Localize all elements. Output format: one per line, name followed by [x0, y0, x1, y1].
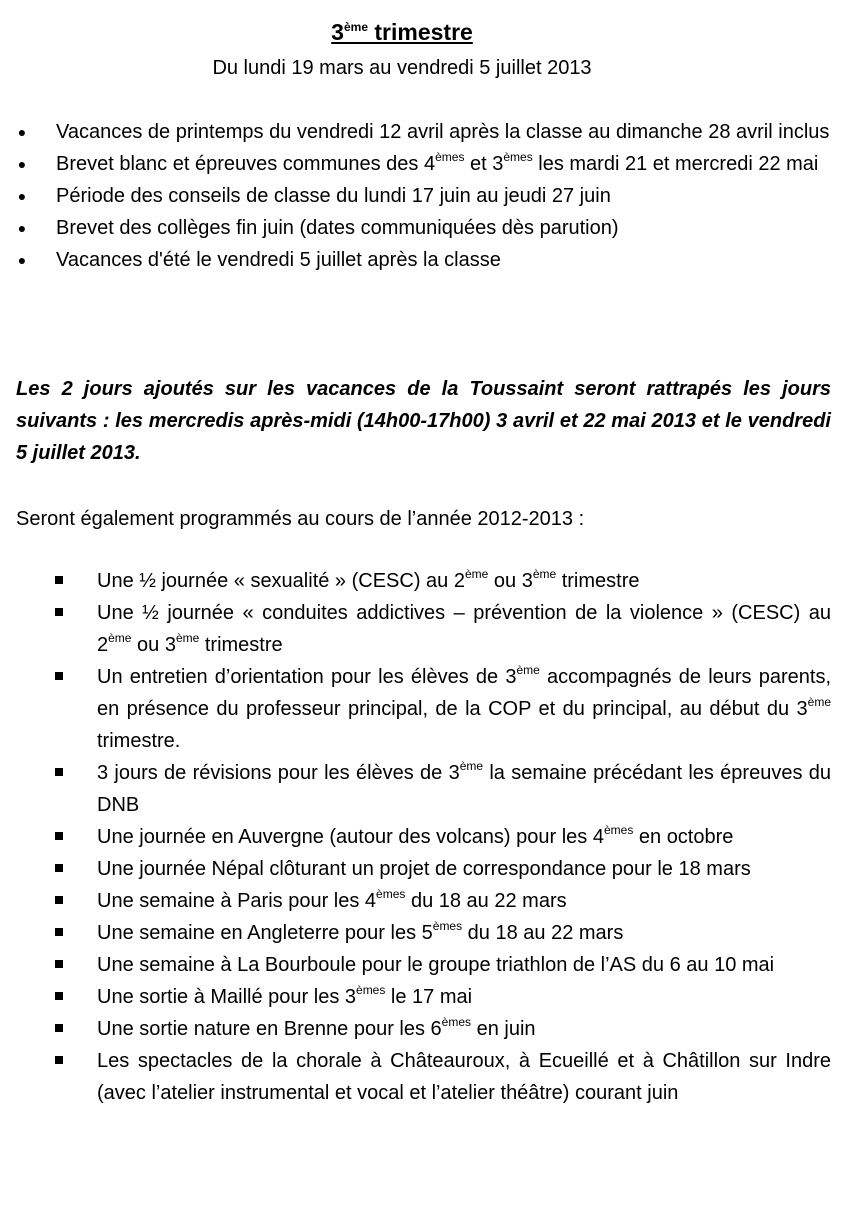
- list-item-text: accompagnés de leurs parents, en présence du professeur principal, de la COP et du principal, au début du 3: [97, 666, 831, 720]
- page-title: [0, 14, 804, 50]
- list-item: [55, 1013, 831, 1045]
- list-item-text: Une semaine à La Bourboule pour le groupe triathlon de l’AS du 6 au 10 mai: [97, 954, 775, 976]
- list-item-text: Une semaine en Angleterre pour les 5: [97, 922, 433, 944]
- list-item-text: trimestre: [199, 634, 283, 656]
- square-bullet-icon: [55, 576, 63, 584]
- superscript: ème: [532, 567, 557, 581]
- square-bullet-icon: [55, 864, 63, 872]
- list-item-text: la semaine précédant les épreuves du DNB: [97, 762, 831, 816]
- superscript: ème: [108, 631, 132, 645]
- list-item-text: Une journée Népal clôturant un projet de correspondance pour le 18 mars: [97, 858, 751, 880]
- list-item: [55, 597, 831, 661]
- round-bullet-icon: ●: [17, 220, 27, 236]
- round-bullet-icon: ●: [17, 188, 27, 204]
- list-item: [55, 821, 831, 853]
- list-item-text: et 3: [464, 153, 504, 175]
- list-item-text: Les spectacles de la chorale à Châteauroux, à Ecueillé et à Châtillon sur Indre (avec l’atelier instrumental et vocal et l’atelier théâtre) courant juin: [97, 1050, 831, 1104]
- square-bullet-icon: [55, 832, 63, 840]
- superscript: èmes: [376, 887, 406, 901]
- list-item-text: trimestre: [556, 570, 640, 592]
- superscript: èmes: [503, 150, 533, 164]
- square-bullet-icon: [55, 608, 63, 616]
- list-item: [55, 1045, 831, 1109]
- list-item-text: Une sortie à Maillé pour les 3: [97, 986, 357, 1008]
- list-item-text: ou 3: [131, 634, 176, 656]
- list-item-text: Brevet des collèges fin juin (dates communiquées dès parution): [56, 217, 619, 239]
- list-item-text: le 17 mai: [385, 986, 473, 1008]
- list-item: [55, 565, 831, 597]
- list-item-text: Un entretien d’orientation pour les élèves de 3: [97, 666, 517, 688]
- list-item-text: trimestre.: [97, 730, 181, 752]
- events-list: [55, 565, 831, 1109]
- list-item-text: Vacances d'été le vendredi 5 juillet après la classe: [56, 249, 501, 271]
- list-item-text: en juin: [471, 1018, 536, 1040]
- superscript: ème: [175, 631, 200, 645]
- list-item-text: Une ½ journée « conduites addictives – prévention de la violence » (CESC) au 2: [97, 602, 831, 656]
- list-item-text: Une journée en Auvergne (autour des volcans) pour les 4: [97, 826, 604, 848]
- superscript: ème: [807, 695, 831, 709]
- round-bullet-icon: ●: [17, 124, 27, 140]
- list-item: [55, 949, 831, 981]
- list-item-text: du 18 au 22 mars: [462, 922, 624, 944]
- list-item-text: du 18 au 22 mars: [405, 890, 567, 912]
- calendar-list: [16, 116, 831, 276]
- square-bullet-icon: [55, 672, 63, 680]
- list-item: [55, 885, 831, 917]
- superscript: èmes: [356, 983, 386, 997]
- intro-paragraph: Seront également programmés au cours de l’année 2012-2013 :: [16, 508, 585, 530]
- square-bullet-icon: [55, 960, 63, 968]
- list-item-text: en octobre: [633, 826, 734, 848]
- square-bullet-icon: [55, 1056, 63, 1064]
- list-item: [55, 853, 831, 885]
- square-bullet-icon: [55, 896, 63, 904]
- title-number: 3: [331, 19, 344, 45]
- title-superscript: ème: [343, 20, 368, 34]
- list-item: [16, 244, 831, 276]
- list-item: [16, 148, 831, 180]
- square-bullet-icon: [55, 992, 63, 1000]
- superscript: èmes: [603, 823, 634, 837]
- list-item: [16, 116, 831, 148]
- list-item-text: Une semaine à Paris pour les 4: [97, 890, 377, 912]
- list-item-text: 3 jours de révisions pour les élèves de 3: [97, 762, 460, 784]
- superscript: èmes: [432, 919, 463, 933]
- list-item-text: Brevet blanc et épreuves communes des 4: [56, 153, 436, 175]
- list-item-text: ou 3: [488, 570, 533, 592]
- square-bullet-icon: [55, 1024, 63, 1032]
- list-item: [16, 180, 831, 212]
- title-rest: trimestre: [368, 19, 473, 45]
- square-bullet-icon: [55, 768, 63, 776]
- list-item-text: Période des conseils de classe du lundi 17 juin au jeudi 27 juin: [56, 185, 611, 207]
- square-bullet-icon: [55, 928, 63, 936]
- page-subtitle: Du lundi 19 mars au vendredi 5 juillet 2013: [212, 57, 592, 79]
- superscript: ème: [459, 759, 484, 773]
- superscript: èmes: [435, 150, 465, 164]
- list-item: [55, 981, 831, 1013]
- list-item-text: Une ½ journée « sexualité » (CESC) au 2: [97, 570, 465, 592]
- list-item-text: Vacances de printemps du vendredi 12 avril après la classe au dimanche 28 avril inclus: [56, 121, 830, 143]
- list-item-text: Une sortie nature en Brenne pour les 6: [97, 1018, 442, 1040]
- list-item: [55, 661, 831, 757]
- list-item: [16, 212, 831, 244]
- round-bullet-icon: ●: [17, 156, 27, 172]
- superscript: èmes: [441, 1015, 472, 1029]
- superscript: ème: [516, 663, 540, 677]
- list-item: [55, 917, 831, 949]
- catch-up-note: Les 2 jours ajoutés sur les vacances de la Toussaint seront rattrapés les jours suivants : les mercredis après-midi (14h00-17h00) 3 avril et 22 mai 2013 et le vendredi 5 juillet 2013.: [16, 378, 831, 464]
- round-bullet-icon: ●: [17, 252, 27, 268]
- list-item-text: les mardi 21 et mercredi 22 mai: [532, 153, 819, 175]
- list-item: [55, 757, 831, 821]
- superscript: ème: [464, 567, 489, 581]
